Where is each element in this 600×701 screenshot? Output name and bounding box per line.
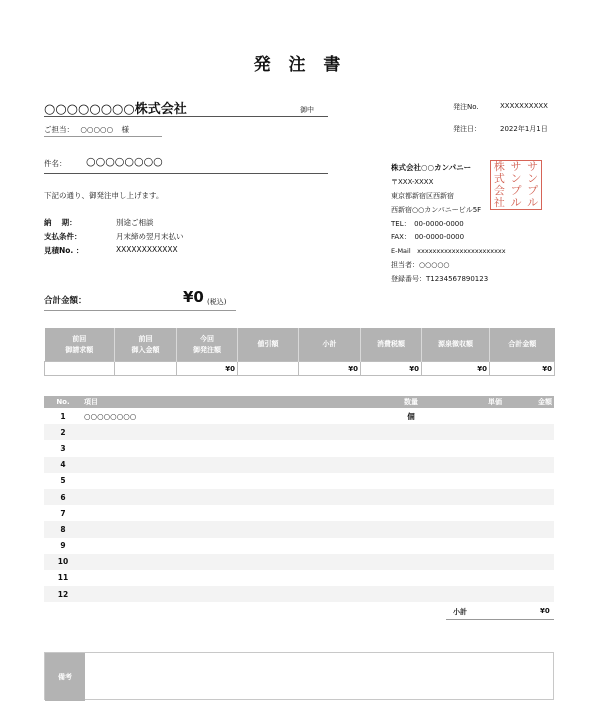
issuer-person: 担当者：○○○○○ <box>391 261 450 269</box>
table-row <box>44 408 554 424</box>
subtotal-underline <box>446 619 554 620</box>
estimate-label: 見積No. ： <box>44 246 84 255</box>
remarks-label: 備考 <box>45 653 85 701</box>
summary-header-cell: 合計金額 <box>490 328 555 362</box>
client-person: ○○○○○ <box>80 125 114 134</box>
item-name-cell <box>82 473 372 489</box>
delivery-value: 別途ご相談 <box>116 218 154 227</box>
item-no-cell: 6 <box>44 489 82 505</box>
intro-text: 下記の通り、御発注申し上げます。 <box>44 191 164 200</box>
payment-label: 支払条件： <box>44 232 82 241</box>
item-name-cell <box>82 538 372 554</box>
item-amount-cell <box>504 538 554 554</box>
item-price-cell <box>450 538 504 554</box>
seal-char: 式 <box>493 172 505 185</box>
item-qty-cell <box>372 457 450 473</box>
total-value: ¥0 <box>183 288 204 306</box>
person-underline <box>44 136 162 137</box>
table-row <box>44 570 554 586</box>
items-header-amount: 金額 <box>504 396 554 408</box>
issuer-address2: 西新宿○○カンパニービル5F <box>391 206 482 214</box>
remarks-box[interactable] <box>44 652 554 700</box>
table-row <box>44 424 554 440</box>
estimate-value: XXXXXXXXXXXX <box>116 245 178 254</box>
company-seal <box>490 160 542 210</box>
payment-value: 月末締め翌月末払い <box>116 232 184 241</box>
item-amount-cell <box>504 457 554 473</box>
summary-value-cell <box>115 362 177 376</box>
item-qty-cell <box>372 554 450 570</box>
order-date-label: 発注日： <box>453 125 481 133</box>
table-row <box>44 505 554 521</box>
client-person-label: ご担当： <box>44 125 74 134</box>
client-honorific: 様 <box>121 125 130 134</box>
table-row <box>44 521 554 537</box>
table-row <box>44 554 554 570</box>
table-row <box>44 473 554 489</box>
summary-header-cell: 源泉徴収額 <box>422 328 490 362</box>
item-qty-cell: 個 <box>372 408 450 424</box>
table-row <box>44 538 554 554</box>
seal-char: プ <box>527 184 539 197</box>
item-name-cell <box>82 554 372 570</box>
item-no-cell: 4 <box>44 457 82 473</box>
issuer-postal: 〒XXX-XXXX <box>391 178 434 186</box>
item-price-cell <box>450 521 504 537</box>
item-price-cell <box>450 424 504 440</box>
subject-underline <box>44 173 328 174</box>
client-name: ○○○○○○○○株式会社 <box>44 102 187 117</box>
total-tax-note: (税込) <box>207 298 227 306</box>
item-price-cell <box>450 554 504 570</box>
summary-header-cell: 今回 御発注額 <box>177 328 238 362</box>
item-no-cell: 10 <box>44 554 82 570</box>
order-no-value: XXXXXXXXXX <box>500 102 548 110</box>
summary-value-cell <box>45 362 115 376</box>
seal-char: 株 <box>493 160 505 173</box>
issuer-fax: FAX： 00-0000-0000 <box>391 233 465 241</box>
item-price-cell <box>450 586 504 602</box>
item-amount-cell <box>504 424 554 440</box>
seal-char: 社 <box>493 196 505 209</box>
summary-value-cell: ¥0 <box>490 362 555 376</box>
issuer-company: 株式会社○○カンパニー <box>391 163 472 172</box>
item-qty-cell <box>372 521 450 537</box>
summary-value-cell <box>238 362 299 376</box>
summary-header-cell: 消費税額 <box>361 328 422 362</box>
item-qty-cell <box>372 473 450 489</box>
item-name-cell <box>82 489 372 505</box>
item-no-cell: 1 <box>44 408 82 424</box>
client-underline <box>44 116 328 117</box>
issuer-address1: 東京都新宿区西新宿 <box>391 192 454 200</box>
table-row <box>44 440 554 456</box>
item-qty-cell <box>372 538 450 554</box>
summary-value-row <box>45 362 555 376</box>
item-name-cell <box>82 570 372 586</box>
item-amount-cell <box>504 521 554 537</box>
issuer-registration: 登録番号：T1234567890123 <box>391 275 489 283</box>
issuer-email: E-Mail xxxxxxxxxxxxxxxxxxxxxxx <box>391 247 506 255</box>
items-header-no: No. <box>44 396 82 408</box>
item-qty-cell <box>372 570 450 586</box>
item-amount-cell <box>504 554 554 570</box>
seal-char: 会 <box>493 184 505 197</box>
subject-label: 件名： <box>44 159 67 168</box>
items-header-row <box>44 396 554 408</box>
item-name-cell <box>82 457 372 473</box>
summary-value-cell: ¥0 <box>177 362 238 376</box>
summary-value-cell: ¥0 <box>422 362 490 376</box>
summary-header-row <box>45 328 555 362</box>
total-underline <box>44 310 236 311</box>
item-name-cell <box>82 440 372 456</box>
item-name-cell <box>82 586 372 602</box>
item-no-cell: 9 <box>44 538 82 554</box>
item-no-cell: 2 <box>44 424 82 440</box>
items-table <box>44 396 554 602</box>
order-no-label: 発注No. <box>453 103 479 111</box>
item-qty-cell <box>372 489 450 505</box>
summary-table <box>44 328 555 376</box>
item-amount-cell <box>504 408 554 424</box>
summary-header-cell: 前回 御請求額 <box>45 328 115 362</box>
issuer-tel: TEL： 00-0000-0000 <box>391 220 464 228</box>
item-amount-cell <box>504 586 554 602</box>
item-price-cell <box>450 473 504 489</box>
items-header-price: 単価 <box>450 396 504 408</box>
order-date-value: 2022年1月1日 <box>500 125 548 133</box>
seal-char: サ <box>510 160 522 173</box>
item-amount-cell <box>504 489 554 505</box>
item-amount-cell <box>504 440 554 456</box>
delivery-label: 納 期： <box>44 218 77 227</box>
item-name-cell <box>82 521 372 537</box>
subject-value: ○○○○○○○○ <box>86 155 163 168</box>
item-price-cell <box>450 570 504 586</box>
item-price-cell <box>450 505 504 521</box>
item-no-cell: 12 <box>44 586 82 602</box>
item-no-cell: 7 <box>44 505 82 521</box>
item-qty-cell <box>372 440 450 456</box>
item-price-cell <box>450 489 504 505</box>
item-name-cell: ○○○○○○○○ <box>82 408 372 424</box>
items-header-qty: 数量 <box>372 396 450 408</box>
item-name-cell <box>82 424 372 440</box>
seal-char: ン <box>527 172 539 185</box>
subtotal-label: 小計 <box>453 608 467 616</box>
client-onchu: 御中 <box>300 106 314 114</box>
item-name-cell <box>82 505 372 521</box>
item-price-cell <box>450 457 504 473</box>
item-price-cell <box>450 440 504 456</box>
client-person-row <box>44 124 129 135</box>
summary-value-cell: ¥0 <box>299 362 361 376</box>
items-header-item: 項目 <box>82 396 372 408</box>
item-amount-cell <box>504 570 554 586</box>
item-qty-cell <box>372 586 450 602</box>
table-row <box>44 457 554 473</box>
subtotal-value: ¥0 <box>540 607 550 615</box>
seal-char: プ <box>510 184 522 197</box>
seal-char: ル <box>510 196 522 209</box>
item-amount-cell <box>504 505 554 521</box>
item-price-cell <box>450 408 504 424</box>
item-qty-cell <box>372 424 450 440</box>
item-no-cell: 5 <box>44 473 82 489</box>
summary-header-cell: 前回 御入金額 <box>115 328 177 362</box>
document-title: 発 注 書 <box>253 55 347 75</box>
summary-value-cell: ¥0 <box>361 362 422 376</box>
summary-header-cell: 小計 <box>299 328 361 362</box>
item-no-cell: 3 <box>44 440 82 456</box>
summary-header-cell: 値引額 <box>238 328 299 362</box>
table-row <box>44 586 554 602</box>
item-amount-cell <box>504 473 554 489</box>
item-no-cell: 8 <box>44 521 82 537</box>
item-no-cell: 11 <box>44 570 82 586</box>
item-qty-cell <box>372 505 450 521</box>
table-row <box>44 489 554 505</box>
total-label: 合計金額： <box>44 296 87 306</box>
seal-char: ル <box>527 196 539 209</box>
seal-char: サ <box>527 160 539 173</box>
seal-char: ン <box>510 172 522 185</box>
